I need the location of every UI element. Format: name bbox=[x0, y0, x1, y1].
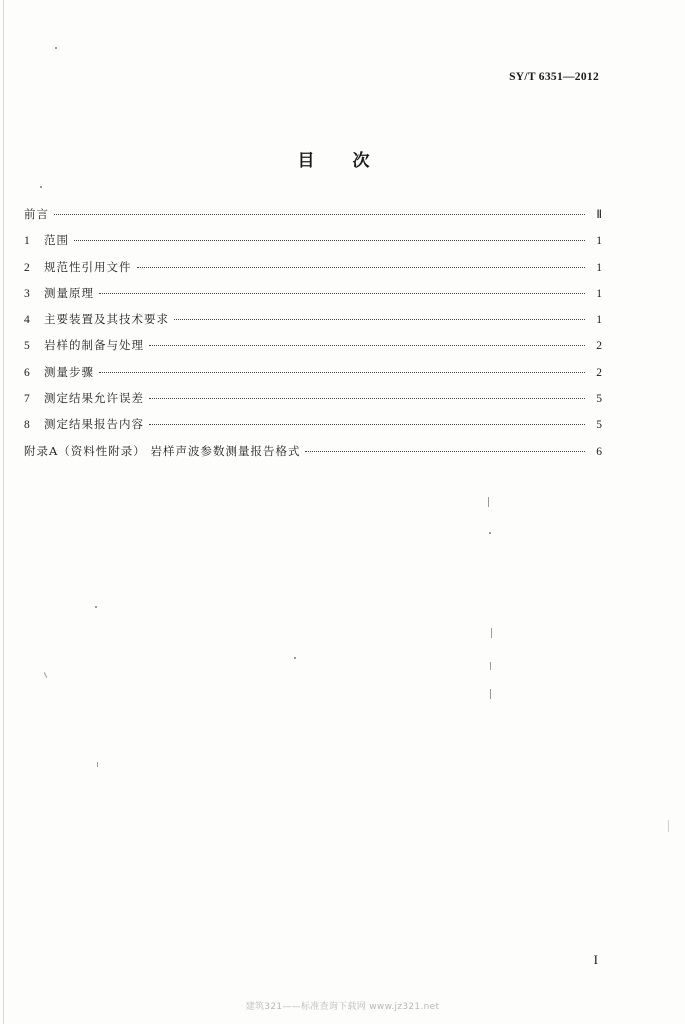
toc-leader-dots bbox=[99, 293, 585, 294]
scan-speck bbox=[294, 657, 296, 659]
toc-page-number: 5 bbox=[596, 393, 602, 406]
scan-speck bbox=[668, 820, 669, 832]
scan-speck bbox=[40, 186, 42, 188]
toc-section-number: 5 bbox=[24, 340, 30, 353]
toc-leader-dots bbox=[149, 345, 585, 346]
toc-label: 主要装置及其技术要求 bbox=[44, 312, 169, 327]
toc-page-number: 1 bbox=[596, 235, 602, 248]
toc-entry-6[interactable] bbox=[24, 364, 602, 390]
toc-section-number: 1 bbox=[24, 235, 30, 248]
toc-leader-dots bbox=[99, 372, 585, 373]
toc-leader-dots bbox=[137, 267, 586, 268]
scan-speck bbox=[491, 628, 492, 638]
toc-entry-8[interactable] bbox=[24, 416, 602, 442]
toc-page-number: 1 bbox=[596, 314, 602, 327]
toc-label: 前言 bbox=[24, 207, 49, 221]
toc-entry-appendix-a[interactable] bbox=[24, 443, 602, 469]
toc-entry-4[interactable] bbox=[24, 311, 602, 337]
toc-entry-2[interactable] bbox=[24, 259, 602, 285]
watermark-text: 建筑321——标准查询下载网 www.jz321.net bbox=[245, 1002, 440, 1012]
toc-section-number: 3 bbox=[24, 287, 30, 300]
toc-leader-dots bbox=[305, 451, 585, 452]
toc-label: 测定结果允许误差 bbox=[44, 391, 144, 406]
toc-page-number: Ⅱ bbox=[596, 209, 602, 221]
scan-speck bbox=[95, 606, 97, 608]
toc-leader-dots bbox=[74, 240, 585, 241]
scan-speck bbox=[488, 497, 489, 507]
toc-section-number: 8 bbox=[24, 419, 30, 432]
toc-page-number: 5 bbox=[596, 419, 602, 432]
toc-section-number: 6 bbox=[24, 366, 30, 379]
page-number: I bbox=[593, 952, 598, 967]
toc-leader-dots bbox=[174, 319, 585, 320]
toc-entry-5[interactable] bbox=[24, 337, 602, 363]
scan-speck bbox=[490, 662, 491, 670]
toc-entry-1[interactable] bbox=[24, 232, 602, 258]
scan-speck bbox=[44, 672, 47, 678]
toc-label: 附录A（资料性附录） 岩样声波参数测量报告格式 bbox=[24, 443, 301, 458]
table-of-contents bbox=[24, 206, 602, 469]
toc-page-number: 6 bbox=[596, 445, 602, 458]
toc-section-number: 7 bbox=[24, 393, 30, 406]
toc-page-number: 1 bbox=[596, 287, 602, 300]
toc-entry-3[interactable] bbox=[24, 285, 602, 311]
scan-speck bbox=[489, 532, 491, 534]
toc-label: 规范性引用文件 bbox=[44, 259, 132, 274]
toc-label: 测量原理 bbox=[44, 285, 94, 300]
scan-speck bbox=[55, 47, 57, 49]
toc-entry-foreword[interactable] bbox=[24, 206, 602, 232]
toc-page-number: 1 bbox=[596, 261, 602, 274]
page-title: 目次 bbox=[297, 151, 408, 171]
scan-speck bbox=[490, 689, 491, 699]
toc-leader-dots bbox=[149, 398, 585, 399]
toc-label: 岩样的制备与处理 bbox=[44, 338, 144, 353]
scan-speck bbox=[97, 762, 98, 767]
toc-entry-7[interactable] bbox=[24, 390, 602, 416]
toc-leader-dots bbox=[54, 214, 585, 215]
toc-section-number: 2 bbox=[24, 261, 30, 274]
toc-label: 测量步骤 bbox=[44, 364, 94, 379]
toc-section-number: 4 bbox=[24, 314, 30, 327]
toc-label: 范围 bbox=[44, 233, 69, 248]
standard-code: SY/T 6351—2012 bbox=[509, 71, 599, 83]
toc-leader-dots bbox=[149, 424, 585, 425]
toc-page-number: 2 bbox=[596, 340, 602, 353]
toc-page-number: 2 bbox=[596, 366, 602, 379]
toc-label: 测定结果报告内容 bbox=[44, 417, 144, 432]
